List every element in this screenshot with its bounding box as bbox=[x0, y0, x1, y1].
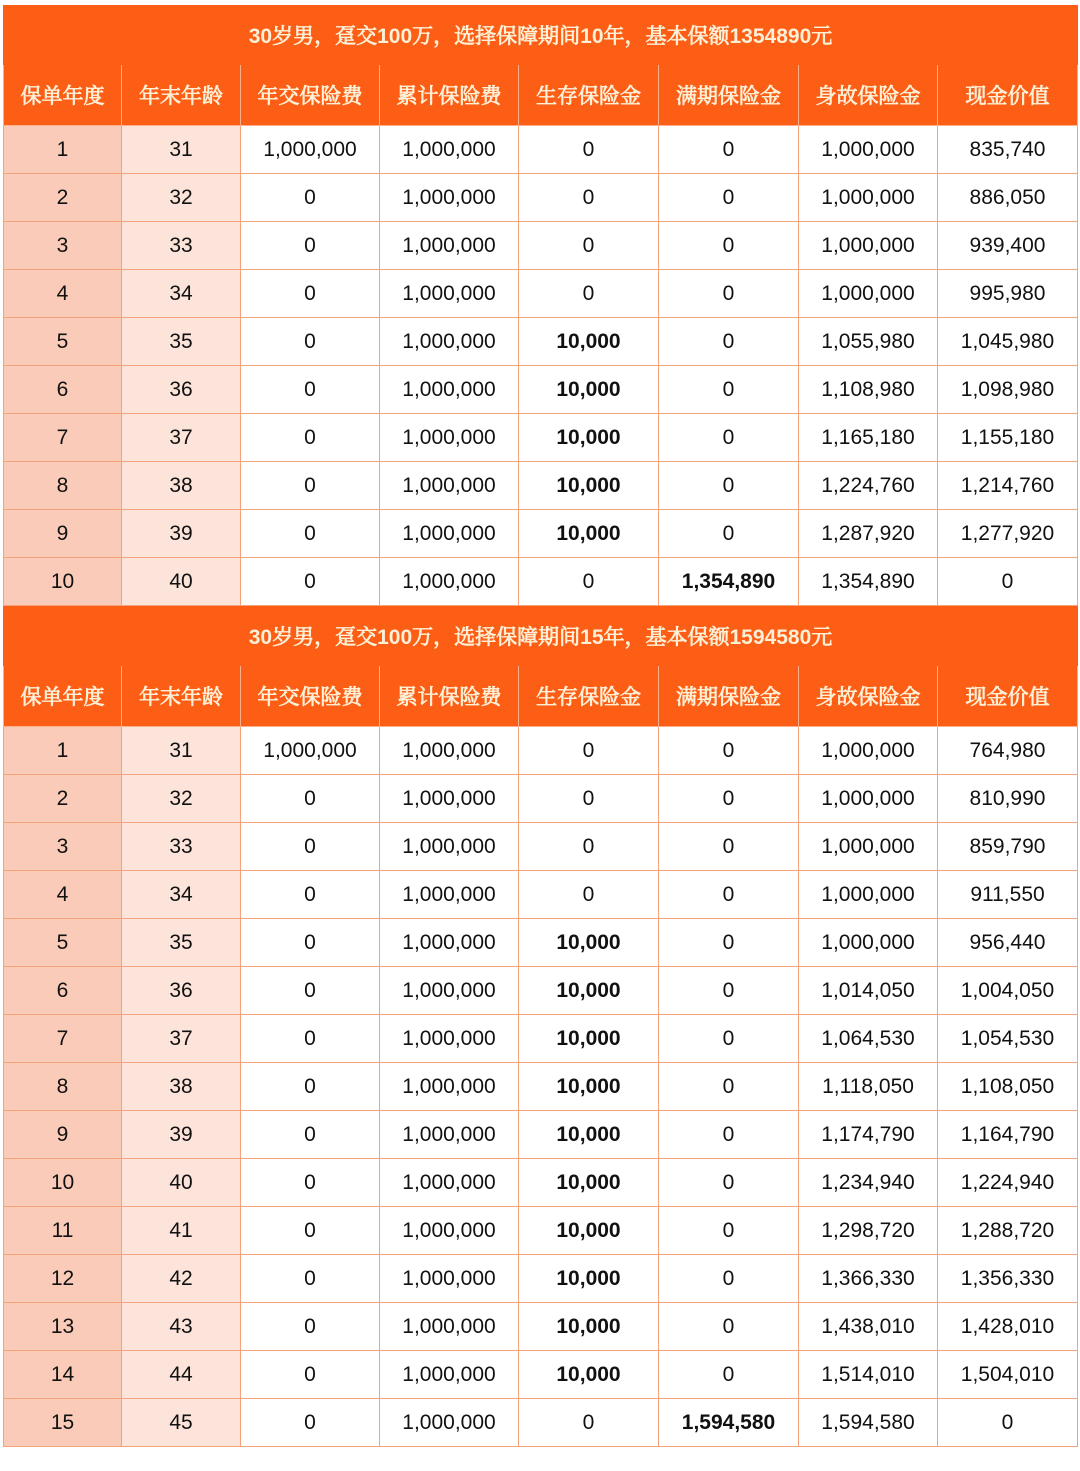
column-header: 生存保险金 bbox=[519, 666, 659, 727]
table-row bbox=[4, 222, 1078, 270]
table-cell: 39 bbox=[122, 1111, 241, 1159]
table-cell: 0 bbox=[519, 174, 659, 222]
table-cell: 1,287,920 bbox=[799, 510, 938, 558]
table-cell: 1,224,760 bbox=[799, 462, 938, 510]
column-header: 保单年度 bbox=[4, 666, 122, 727]
table-cell: 0 bbox=[659, 823, 799, 871]
column-header: 身故保险金 bbox=[799, 666, 938, 727]
table-cell: 0 bbox=[241, 775, 380, 823]
table-cell: 995,980 bbox=[938, 270, 1078, 318]
table-row bbox=[4, 510, 1078, 558]
table-cell: 0 bbox=[241, 1063, 380, 1111]
table-cell: 1,354,890 bbox=[659, 558, 799, 606]
table-cell: 0 bbox=[659, 727, 799, 775]
table-cell: 1,174,790 bbox=[799, 1111, 938, 1159]
table-cell: 1,277,920 bbox=[938, 510, 1078, 558]
table-cell: 10,000 bbox=[519, 1303, 659, 1351]
table-cell: 1,594,580 bbox=[659, 1399, 799, 1447]
table-cell: 1,164,790 bbox=[938, 1111, 1078, 1159]
table-cell: 0 bbox=[241, 967, 380, 1015]
table-cell: 35 bbox=[122, 919, 241, 967]
table-cell: 10 bbox=[4, 1159, 122, 1207]
column-header: 生存保险金 bbox=[519, 65, 659, 126]
table-cell: 1,428,010 bbox=[938, 1303, 1078, 1351]
table-cell: 1,298,720 bbox=[799, 1207, 938, 1255]
table-cell: 12 bbox=[4, 1255, 122, 1303]
table-cell: 0 bbox=[659, 126, 799, 174]
table-cell: 0 bbox=[241, 919, 380, 967]
column-header: 累计保险费 bbox=[380, 65, 519, 126]
table-cell: 0 bbox=[659, 318, 799, 366]
table-cell: 1,000,000 bbox=[799, 775, 938, 823]
table-cell: 7 bbox=[4, 414, 122, 462]
table-cell: 1,000,000 bbox=[380, 1207, 519, 1255]
column-header: 保单年度 bbox=[4, 65, 122, 126]
table-cell: 9 bbox=[4, 510, 122, 558]
table-cell: 35 bbox=[122, 318, 241, 366]
table-row bbox=[4, 1063, 1078, 1111]
table-cell: 1,354,890 bbox=[799, 558, 938, 606]
table-cell: 37 bbox=[122, 414, 241, 462]
table-cell: 40 bbox=[122, 1159, 241, 1207]
table-cell: 1,155,180 bbox=[938, 414, 1078, 462]
table-cell: 1,594,580 bbox=[799, 1399, 938, 1447]
table-cell: 1,098,980 bbox=[938, 366, 1078, 414]
table-row bbox=[4, 558, 1078, 606]
table-cell: 1,045,980 bbox=[938, 318, 1078, 366]
table-cell: 0 bbox=[659, 1351, 799, 1399]
table-cell: 0 bbox=[519, 126, 659, 174]
table-cell: 1,165,180 bbox=[799, 414, 938, 462]
table-cell: 0 bbox=[241, 1255, 380, 1303]
table-cell: 1,064,530 bbox=[799, 1015, 938, 1063]
table-row bbox=[4, 366, 1078, 414]
table-cell: 0 bbox=[241, 270, 380, 318]
table-cell: 1,000,000 bbox=[380, 1351, 519, 1399]
table-cell: 41 bbox=[122, 1207, 241, 1255]
table-cell: 1,000,000 bbox=[380, 558, 519, 606]
table-cell: 10,000 bbox=[519, 1063, 659, 1111]
table-cell: 0 bbox=[659, 462, 799, 510]
table-row bbox=[4, 1303, 1078, 1351]
table-cell: 10,000 bbox=[519, 510, 659, 558]
table-cell: 0 bbox=[519, 775, 659, 823]
table-cell: 1,000,000 bbox=[380, 510, 519, 558]
table-cell: 32 bbox=[122, 775, 241, 823]
table-cell: 1,000,000 bbox=[380, 919, 519, 967]
table-cell: 0 bbox=[659, 1111, 799, 1159]
table-cell: 38 bbox=[122, 462, 241, 510]
table-cell: 0 bbox=[659, 414, 799, 462]
table-cell: 0 bbox=[659, 967, 799, 1015]
table-cell: 1,000,000 bbox=[241, 126, 380, 174]
table-cell: 0 bbox=[519, 1399, 659, 1447]
table-cell: 1,000,000 bbox=[380, 1303, 519, 1351]
table-cell: 1,000,000 bbox=[380, 1159, 519, 1207]
table-cell: 0 bbox=[659, 1015, 799, 1063]
table-cell: 1,366,330 bbox=[799, 1255, 938, 1303]
table-cell: 1,000,000 bbox=[380, 775, 519, 823]
table-cell: 1,108,980 bbox=[799, 366, 938, 414]
table-cell: 44 bbox=[122, 1351, 241, 1399]
table-cell: 0 bbox=[241, 366, 380, 414]
table-cell: 0 bbox=[519, 823, 659, 871]
table-row bbox=[4, 1111, 1078, 1159]
table-cell: 0 bbox=[241, 1159, 380, 1207]
table-cell: 11 bbox=[4, 1207, 122, 1255]
table-cell: 5 bbox=[4, 919, 122, 967]
table-cell: 0 bbox=[659, 775, 799, 823]
table-cell: 0 bbox=[659, 1063, 799, 1111]
column-header: 累计保险费 bbox=[380, 666, 519, 727]
table-cell: 45 bbox=[122, 1399, 241, 1447]
table-cell: 1,000,000 bbox=[380, 1015, 519, 1063]
table-cell: 1,000,000 bbox=[380, 174, 519, 222]
column-header: 身故保险金 bbox=[799, 65, 938, 126]
column-header: 满期保险金 bbox=[659, 666, 799, 727]
table-cell: 1,000,000 bbox=[799, 222, 938, 270]
table-cell: 34 bbox=[122, 871, 241, 919]
table-cell: 2 bbox=[4, 174, 122, 222]
table-cell: 0 bbox=[519, 727, 659, 775]
benefit-tables bbox=[3, 5, 1077, 1447]
table-cell: 3 bbox=[4, 222, 122, 270]
table-cell: 10,000 bbox=[519, 414, 659, 462]
table-cell: 1,000,000 bbox=[380, 1399, 519, 1447]
table-cell: 39 bbox=[122, 510, 241, 558]
table-cell: 38 bbox=[122, 1063, 241, 1111]
table-cell: 1,004,050 bbox=[938, 967, 1078, 1015]
table-cell: 1,054,530 bbox=[938, 1015, 1078, 1063]
table-cell: 1,108,050 bbox=[938, 1063, 1078, 1111]
table-cell: 0 bbox=[241, 414, 380, 462]
column-header: 年交保险费 bbox=[241, 65, 380, 126]
table-cell: 0 bbox=[938, 1399, 1078, 1447]
table-cell: 1,014,050 bbox=[799, 967, 938, 1015]
table-cell: 14 bbox=[4, 1351, 122, 1399]
table-cell: 10,000 bbox=[519, 1159, 659, 1207]
table-cell: 0 bbox=[241, 1015, 380, 1063]
table-cell: 1,000,000 bbox=[380, 1063, 519, 1111]
table-cell: 0 bbox=[241, 510, 380, 558]
table-cell: 1,000,000 bbox=[380, 871, 519, 919]
table-cell: 4 bbox=[4, 270, 122, 318]
table-cell: 0 bbox=[659, 1159, 799, 1207]
table-row bbox=[4, 727, 1078, 775]
table-cell: 1,000,000 bbox=[380, 727, 519, 775]
table-cell: 1,000,000 bbox=[799, 270, 938, 318]
table-cell: 31 bbox=[122, 126, 241, 174]
table-cell: 10,000 bbox=[519, 967, 659, 1015]
table-cell: 1,000,000 bbox=[380, 222, 519, 270]
table-row bbox=[4, 462, 1078, 510]
column-header: 现金价值 bbox=[938, 65, 1078, 126]
table-cell: 1,356,330 bbox=[938, 1255, 1078, 1303]
header-row bbox=[4, 65, 1078, 126]
table-cell: 1,000,000 bbox=[380, 462, 519, 510]
table-cell: 0 bbox=[519, 558, 659, 606]
table-cell: 1,000,000 bbox=[799, 823, 938, 871]
table-cell: 4 bbox=[4, 871, 122, 919]
table-cell: 1,055,980 bbox=[799, 318, 938, 366]
table-cell: 1,000,000 bbox=[380, 414, 519, 462]
table-row bbox=[4, 1399, 1078, 1447]
table-row bbox=[4, 174, 1078, 222]
table-cell: 36 bbox=[122, 967, 241, 1015]
table-row bbox=[4, 871, 1078, 919]
table-cell: 10,000 bbox=[519, 462, 659, 510]
table-row bbox=[4, 1159, 1078, 1207]
table-cell: 0 bbox=[659, 919, 799, 967]
table-cell: 2 bbox=[4, 775, 122, 823]
table-cell: 0 bbox=[241, 1207, 380, 1255]
table-cell: 10,000 bbox=[519, 1015, 659, 1063]
table-cell: 9 bbox=[4, 1111, 122, 1159]
table-cell: 10 bbox=[4, 558, 122, 606]
table-row bbox=[4, 775, 1078, 823]
table-cell: 0 bbox=[659, 366, 799, 414]
table-cell: 42 bbox=[122, 1255, 241, 1303]
table-cell: 7 bbox=[4, 1015, 122, 1063]
table-cell: 31 bbox=[122, 727, 241, 775]
table-cell: 0 bbox=[659, 1255, 799, 1303]
table-row bbox=[4, 967, 1078, 1015]
table-cell: 1,000,000 bbox=[380, 823, 519, 871]
table-cell: 886,050 bbox=[938, 174, 1078, 222]
column-header: 年交保险费 bbox=[241, 666, 380, 727]
table-cell: 1,438,010 bbox=[799, 1303, 938, 1351]
table-cell: 859,790 bbox=[938, 823, 1078, 871]
table-cell: 36 bbox=[122, 366, 241, 414]
table-cell: 0 bbox=[519, 270, 659, 318]
table-cell: 0 bbox=[241, 462, 380, 510]
table-cell: 10,000 bbox=[519, 1351, 659, 1399]
table-cell: 10,000 bbox=[519, 919, 659, 967]
table-cell: 1,000,000 bbox=[380, 967, 519, 1015]
table-cell: 1,234,940 bbox=[799, 1159, 938, 1207]
table-cell: 0 bbox=[241, 222, 380, 270]
table-cell: 33 bbox=[122, 823, 241, 871]
table-row bbox=[4, 1015, 1078, 1063]
benefit-table bbox=[3, 5, 1078, 606]
table-row bbox=[4, 823, 1078, 871]
table-cell: 0 bbox=[241, 558, 380, 606]
table-row bbox=[4, 414, 1078, 462]
table-cell: 43 bbox=[122, 1303, 241, 1351]
table-cell: 6 bbox=[4, 366, 122, 414]
table-cell: 40 bbox=[122, 558, 241, 606]
table-row bbox=[4, 1255, 1078, 1303]
table-cell: 0 bbox=[241, 1303, 380, 1351]
table-cell: 1,000,000 bbox=[799, 174, 938, 222]
table-cell: 0 bbox=[241, 823, 380, 871]
table-cell: 0 bbox=[241, 871, 380, 919]
table-cell: 1,504,010 bbox=[938, 1351, 1078, 1399]
table-cell: 32 bbox=[122, 174, 241, 222]
table-cell: 0 bbox=[659, 1303, 799, 1351]
table-cell: 15 bbox=[4, 1399, 122, 1447]
table-cell: 0 bbox=[241, 1351, 380, 1399]
table-cell: 0 bbox=[241, 318, 380, 366]
table-cell: 1,000,000 bbox=[380, 366, 519, 414]
table-title: 30岁男，趸交100万，选择保障期间15年，基本保额1594580元 bbox=[4, 607, 1078, 666]
table-cell: 6 bbox=[4, 967, 122, 1015]
table-cell: 0 bbox=[659, 222, 799, 270]
table-row bbox=[4, 1207, 1078, 1255]
table-cell: 1,000,000 bbox=[380, 270, 519, 318]
table-cell: 1 bbox=[4, 727, 122, 775]
table-cell: 0 bbox=[938, 558, 1078, 606]
column-header: 年末年龄 bbox=[122, 65, 241, 126]
table-cell: 810,990 bbox=[938, 775, 1078, 823]
table-cell: 0 bbox=[241, 174, 380, 222]
table-cell: 34 bbox=[122, 270, 241, 318]
table-cell: 10,000 bbox=[519, 366, 659, 414]
table-cell: 911,550 bbox=[938, 871, 1078, 919]
table-cell: 1,000,000 bbox=[799, 126, 938, 174]
table-row bbox=[4, 1351, 1078, 1399]
table-cell: 0 bbox=[659, 871, 799, 919]
column-header: 满期保险金 bbox=[659, 65, 799, 126]
table-cell: 10,000 bbox=[519, 1111, 659, 1159]
table-cell: 37 bbox=[122, 1015, 241, 1063]
table-cell: 1,118,050 bbox=[799, 1063, 938, 1111]
table-cell: 0 bbox=[519, 871, 659, 919]
table-cell: 1,000,000 bbox=[380, 126, 519, 174]
table-cell: 764,980 bbox=[938, 727, 1078, 775]
column-header: 年末年龄 bbox=[122, 666, 241, 727]
table-cell: 1,288,720 bbox=[938, 1207, 1078, 1255]
table-cell: 10,000 bbox=[519, 1255, 659, 1303]
table-cell: 1,000,000 bbox=[799, 871, 938, 919]
table-cell: 0 bbox=[659, 174, 799, 222]
table-row bbox=[4, 270, 1078, 318]
table-cell: 0 bbox=[659, 510, 799, 558]
table-cell: 956,440 bbox=[938, 919, 1078, 967]
table-cell: 0 bbox=[659, 1207, 799, 1255]
table-cell: 8 bbox=[4, 1063, 122, 1111]
table-row bbox=[4, 318, 1078, 366]
table-cell: 13 bbox=[4, 1303, 122, 1351]
table-cell: 1 bbox=[4, 126, 122, 174]
table-cell: 1,000,000 bbox=[380, 1255, 519, 1303]
table-row bbox=[4, 126, 1078, 174]
table-cell: 5 bbox=[4, 318, 122, 366]
table-cell: 1,000,000 bbox=[799, 727, 938, 775]
table-cell: 3 bbox=[4, 823, 122, 871]
column-header: 现金价值 bbox=[938, 666, 1078, 727]
table-cell: 0 bbox=[241, 1399, 380, 1447]
table-cell: 0 bbox=[659, 270, 799, 318]
table-row bbox=[4, 919, 1078, 967]
table-cell: 1,214,760 bbox=[938, 462, 1078, 510]
table-cell: 939,400 bbox=[938, 222, 1078, 270]
table-cell: 1,000,000 bbox=[241, 727, 380, 775]
table-cell: 8 bbox=[4, 462, 122, 510]
header-row bbox=[4, 666, 1078, 727]
table-cell: 1,224,940 bbox=[938, 1159, 1078, 1207]
table-cell: 10,000 bbox=[519, 1207, 659, 1255]
table-cell: 835,740 bbox=[938, 126, 1078, 174]
table-cell: 0 bbox=[241, 1111, 380, 1159]
table-title: 30岁男，趸交100万，选择保障期间10年，基本保额1354890元 bbox=[4, 6, 1078, 65]
table-cell: 1,000,000 bbox=[380, 1111, 519, 1159]
benefit-table bbox=[3, 606, 1078, 1447]
table-cell: 0 bbox=[519, 222, 659, 270]
table-cell: 10,000 bbox=[519, 318, 659, 366]
table-cell: 1,000,000 bbox=[380, 318, 519, 366]
table-cell: 1,000,000 bbox=[799, 919, 938, 967]
table-cell: 33 bbox=[122, 222, 241, 270]
table-cell: 1,514,010 bbox=[799, 1351, 938, 1399]
